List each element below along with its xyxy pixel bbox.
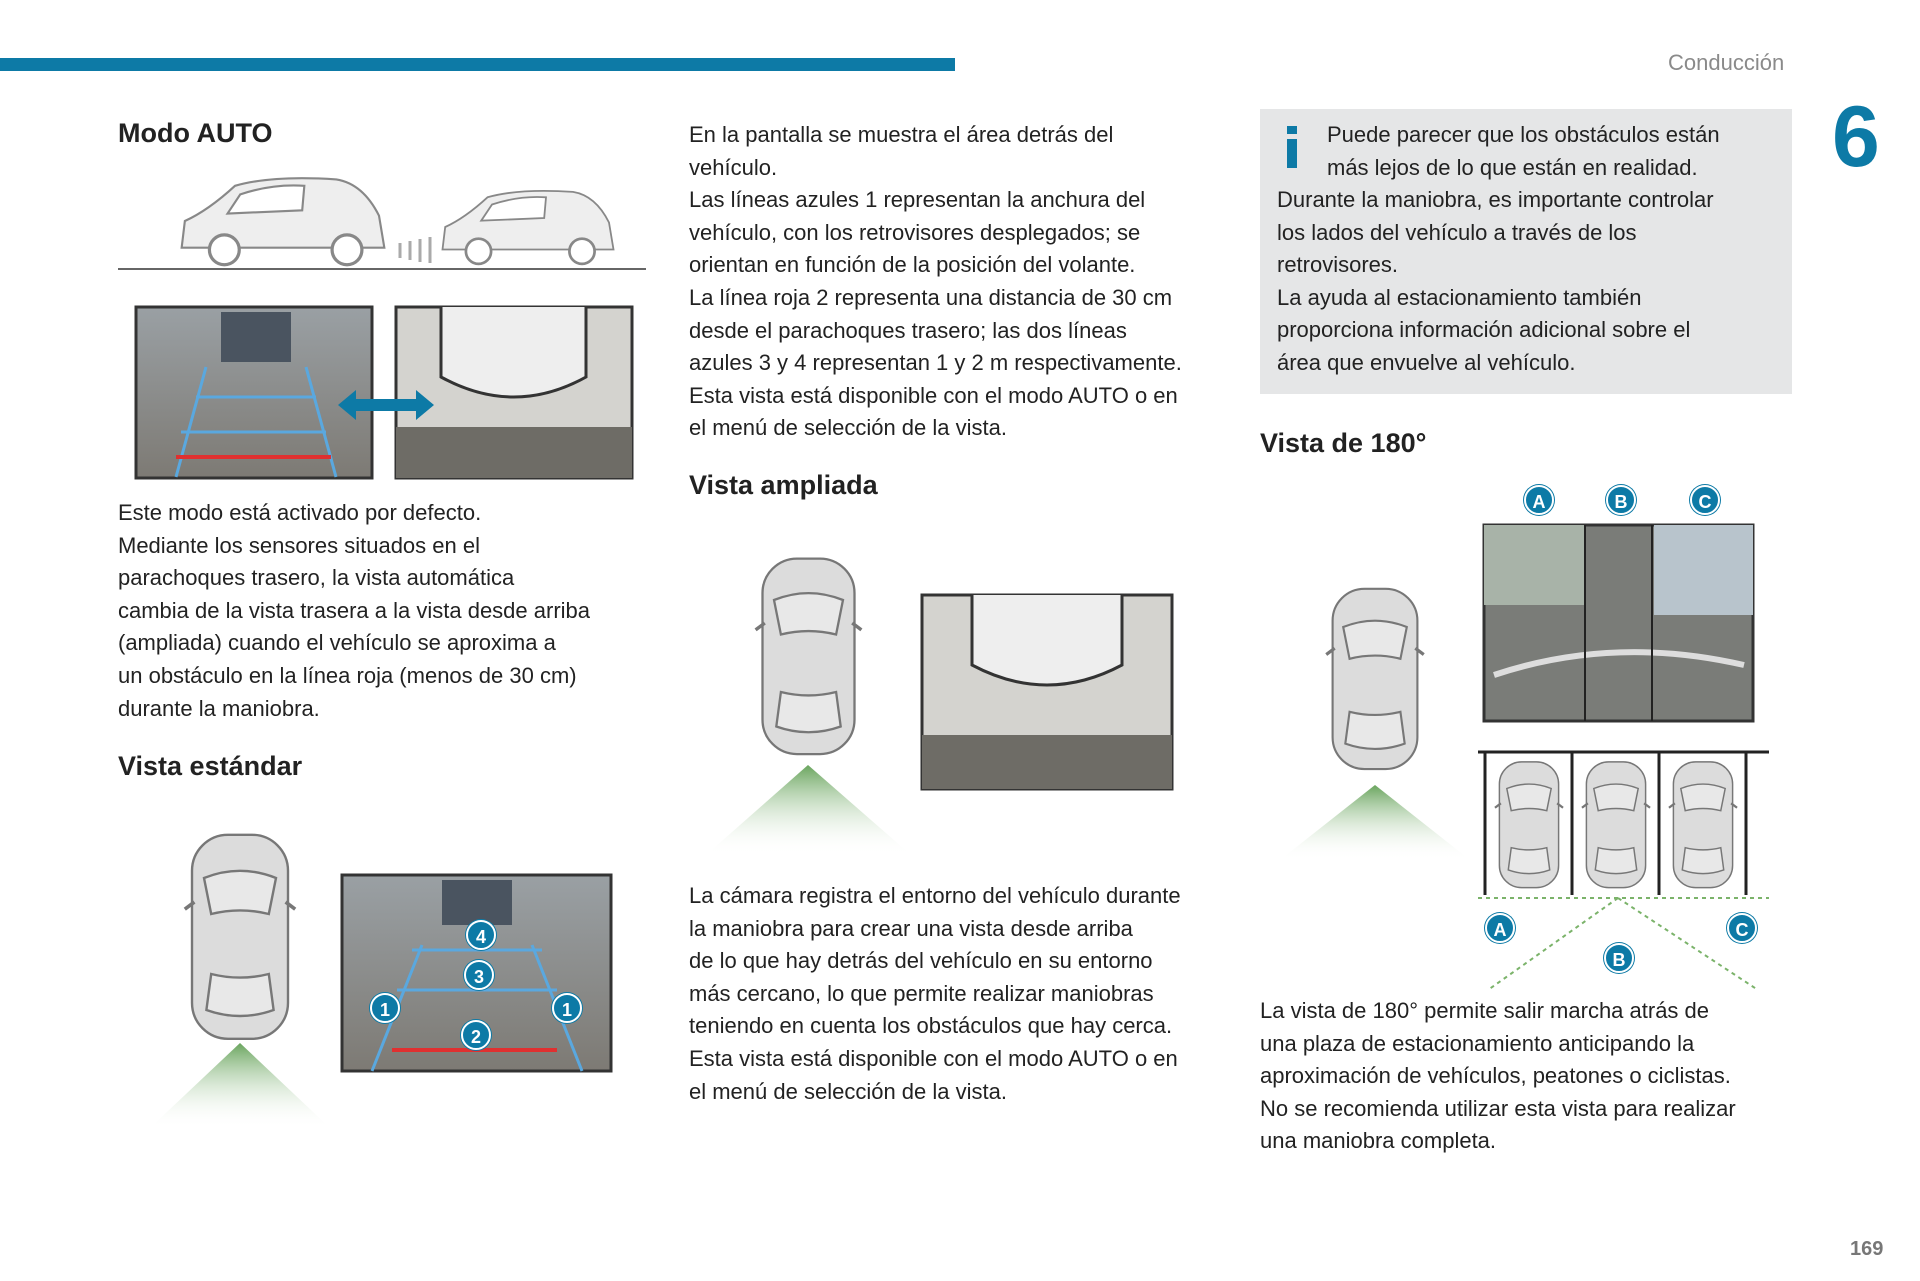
text-line: Esta vista está disponible con el modo AUTO o en bbox=[689, 382, 1178, 408]
text-line: un obstáculo en la línea roja (menos de 30 cm) bbox=[118, 662, 577, 688]
text-line: retrovisores. bbox=[1277, 252, 1399, 278]
text-line: una maniobra completa. bbox=[1260, 1128, 1497, 1154]
text-line: más lejos de lo que están en realidad. bbox=[1327, 154, 1698, 180]
heading-vista-180: Vista de 180° bbox=[1260, 428, 1427, 458]
car-top-view bbox=[1280, 570, 1470, 860]
car-top-view bbox=[706, 545, 911, 855]
heading-modo-auto: Modo AUTO bbox=[118, 118, 273, 148]
text-line: el menú de selección de la vista. bbox=[689, 415, 1007, 441]
text-line: Este modo está activado por defecto. bbox=[118, 500, 482, 525]
heading-vista-ampliada: Vista ampliada bbox=[689, 470, 878, 500]
side-cars-illustration bbox=[118, 173, 646, 273]
zoomed-view-image bbox=[922, 595, 1172, 789]
label-b: B bbox=[1604, 943, 1634, 973]
marker-3: 3 bbox=[464, 960, 494, 990]
text-line: de lo que hay detrás del vehículo en su entorno bbox=[689, 948, 1153, 974]
label-c: C bbox=[1727, 913, 1757, 943]
chapter-number: 6 bbox=[1832, 89, 1880, 185]
text-line: aproximación de vehículos, peatones o ciclistas. bbox=[1260, 1063, 1731, 1089]
label-a: A bbox=[1485, 913, 1515, 943]
180-camera-image bbox=[1484, 525, 1753, 721]
text-line: durante la maniobra. bbox=[118, 695, 320, 721]
text-line: parachoques trasero, la vista automática bbox=[118, 565, 515, 591]
page-number: 169 bbox=[1850, 1238, 1884, 1260]
marker-1-right: 1 bbox=[552, 993, 582, 1023]
text-line: teniendo en cuenta los obstáculos que hay cerca. bbox=[689, 1013, 1173, 1039]
info-icon bbox=[1287, 126, 1297, 168]
text-line: La vista de 180° permite salir marcha atrás de bbox=[1260, 998, 1710, 1023]
label-c: C bbox=[1690, 485, 1720, 515]
marker-1-left: 1 bbox=[370, 993, 400, 1023]
text-line: proporciona información adicional sobre el bbox=[1277, 317, 1691, 343]
text-line: cambia de la vista trasera a la vista desde arriba bbox=[118, 597, 591, 623]
label-a: A bbox=[1524, 485, 1554, 515]
double-arrow-icon bbox=[338, 390, 434, 420]
text-line: la maniobra para crear una vista desde arriba bbox=[689, 915, 1133, 941]
text-line: una plaza de estacionamiento anticipando la bbox=[1260, 1030, 1695, 1056]
text-line: desde el parachoques trasero; las dos líneas bbox=[689, 317, 1127, 343]
text-line: los lados del vehículo a través de los bbox=[1277, 219, 1637, 245]
section-title: Conducción bbox=[1668, 50, 1785, 75]
heading-vista-estandar: Vista estándar bbox=[118, 751, 303, 781]
text-line: La línea roja 2 representa una distancia de 30 cm bbox=[689, 284, 1173, 310]
text-line: más cercano, lo que permite realizar maniobras bbox=[689, 980, 1154, 1006]
rear-camera-image bbox=[136, 307, 372, 478]
text-line: Mediante los sensores situados en el bbox=[118, 532, 480, 558]
text-line: No se recomienda utilizar esta vista para realizar bbox=[1260, 1095, 1736, 1121]
header-accent-bar bbox=[0, 58, 955, 71]
text-line: La ayuda al estacionamiento también bbox=[1277, 284, 1642, 310]
label-b: B bbox=[1606, 485, 1636, 515]
text-line: vehículo. bbox=[689, 154, 778, 180]
marker-4: 4 bbox=[466, 920, 496, 950]
text-line: En la pantalla se muestra el área detrás del bbox=[689, 122, 1114, 147]
text-line: Durante la maniobra, es importante controlar bbox=[1277, 187, 1714, 212]
text-line: el menú de selección de la vista. bbox=[689, 1078, 1007, 1104]
text-line: Esta vista está disponible con el modo AUTO o en bbox=[689, 1045, 1178, 1071]
text-line: (ampliada) cuando el vehículo se aproxima a bbox=[118, 630, 556, 656]
text-line: Las líneas azules 1 representan la anchura del bbox=[689, 187, 1146, 213]
text-line: área que envuelve al vehículo. bbox=[1277, 349, 1576, 375]
text-line: Puede parecer que los obstáculos están bbox=[1327, 122, 1720, 147]
car-top-view bbox=[140, 828, 340, 1128]
text-line: La cámara registra el entorno del vehículo durante bbox=[689, 883, 1181, 908]
marker-2: 2 bbox=[461, 1020, 491, 1050]
text-line: azules 3 y 4 representan 1 y 2 m respectivamente. bbox=[689, 350, 1182, 376]
text-line: orientan en función de la posición del volante. bbox=[689, 252, 1136, 278]
text-line: vehículo, con los retrovisores desplegados; se bbox=[689, 219, 1141, 245]
